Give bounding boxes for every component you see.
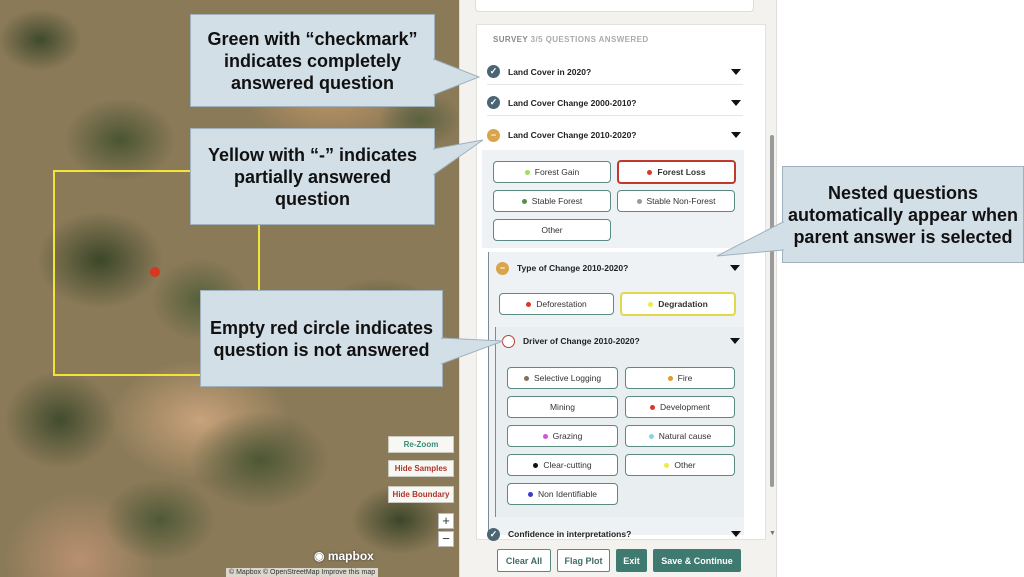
- option-label: Mining: [549, 402, 576, 412]
- check-icon: ✓: [487, 528, 500, 541]
- yellow-dot-icon: [664, 463, 669, 468]
- hide-samples-button[interactable]: Hide Samples: [388, 460, 454, 477]
- option-deforestation[interactable]: [499, 293, 614, 315]
- exit-button[interactable]: Exit: [616, 549, 647, 572]
- question-land-cover-change-2000-2010[interactable]: [487, 90, 743, 116]
- save-continue-button[interactable]: Save & Continue: [653, 549, 741, 572]
- option-label: Stable Non-Forest: [646, 196, 716, 206]
- zoom-in-button[interactable]: +: [438, 513, 454, 529]
- orange-dot-icon: [668, 376, 673, 381]
- lightblue-dot-icon: [649, 434, 654, 439]
- option-clear-cutting[interactable]: [507, 454, 618, 476]
- chevron-down-icon[interactable]: [730, 338, 740, 344]
- question-land-cover-change-2010-2020[interactable]: [487, 122, 743, 148]
- mapbox-logo: ◉ mapbox: [314, 549, 374, 563]
- option-label: Other: [541, 225, 563, 235]
- callout-pointer: [715, 218, 785, 260]
- sample-point[interactable]: [150, 267, 160, 277]
- blue-dot-icon: [528, 492, 533, 497]
- option-label: Development: [659, 402, 711, 412]
- option-development[interactable]: [625, 396, 735, 418]
- callout-red-status: Empty red circle indicates question is not answered: [200, 290, 443, 387]
- green-dot-icon: [522, 199, 527, 204]
- callout-pointer: [433, 135, 488, 180]
- option-label: Fire: [677, 373, 693, 383]
- question-type-of-change[interactable]: [496, 255, 742, 281]
- chevron-down-icon[interactable]: [731, 531, 741, 537]
- option-label: Natural cause: [658, 431, 712, 441]
- purple-dot-icon: [543, 434, 548, 439]
- chevron-down-icon[interactable]: [730, 265, 740, 271]
- option-label: Other: [674, 460, 696, 470]
- yellow-dot-icon: [648, 302, 653, 307]
- brown-dot-icon: [524, 376, 529, 381]
- survey-scrollbar[interactable]: [770, 135, 774, 487]
- hide-boundary-button[interactable]: Hide Boundary: [388, 486, 454, 503]
- option-grazing[interactable]: [507, 425, 618, 447]
- option-non-identifiable[interactable]: [507, 483, 618, 505]
- zoom-out-button[interactable]: −: [438, 531, 454, 547]
- option-label: Degradation: [658, 299, 708, 309]
- option-mining[interactable]: [507, 396, 618, 418]
- question-driver-of-change[interactable]: [502, 328, 742, 354]
- option-fire[interactable]: [625, 367, 735, 389]
- green-dot-icon: [525, 170, 530, 175]
- question-label: Type of Change 2010-2020?: [517, 263, 629, 273]
- callout-green-status: Green with “checkmark” indicates completely answered question: [190, 14, 435, 107]
- option-label: Clear-cutting: [543, 460, 592, 470]
- option-label: Forest Gain: [534, 167, 580, 177]
- option-label: Non Identifiable: [537, 489, 598, 499]
- question-label: Land Cover Change 2000-2010?: [508, 97, 637, 108]
- option-other[interactable]: [493, 219, 611, 241]
- option-forest-loss[interactable]: [617, 160, 736, 184]
- gray-dot-icon: [637, 199, 642, 204]
- survey-progress: 3/5 QUESTIONS ANSWERED: [530, 35, 649, 44]
- question-land-cover-2020[interactable]: [487, 59, 743, 85]
- option-degradation[interactable]: [620, 292, 736, 316]
- question-label: Driver of Change 2010-2020?: [523, 336, 640, 346]
- option-label: Selective Logging: [533, 373, 602, 383]
- question-label: Land Cover Change 2010-2020?: [508, 130, 637, 140]
- red-dot-icon: [650, 405, 655, 410]
- survey-header: [493, 35, 649, 44]
- chevron-down-icon[interactable]: [731, 100, 741, 106]
- option-forest-gain[interactable]: [493, 161, 611, 183]
- clear-all-button[interactable]: Clear All: [497, 549, 551, 572]
- black-dot-icon: [533, 463, 538, 468]
- red-dot-icon: [647, 170, 652, 175]
- red-dot-icon: [526, 302, 531, 307]
- question-confidence[interactable]: [487, 521, 743, 547]
- flag-plot-button[interactable]: Flag Plot: [557, 549, 610, 572]
- rezoom-button[interactable]: Re-Zoom: [388, 436, 454, 453]
- mapbox-logo-text: mapbox: [327, 549, 374, 563]
- check-icon: ✓: [487, 65, 500, 78]
- question-label: Confidence in interpretations?: [508, 529, 632, 539]
- option-natural-cause[interactable]: [625, 425, 735, 447]
- option-label: Stable Forest: [531, 196, 583, 206]
- question-label: Land Cover in 2020?: [508, 66, 592, 77]
- minus-icon: −: [496, 262, 509, 275]
- chevron-down-icon[interactable]: [731, 69, 741, 75]
- nest-indicator: [488, 252, 489, 535]
- callout-pointer: [441, 336, 506, 371]
- option-label: Grazing: [552, 431, 583, 441]
- option-label: Forest Loss: [657, 167, 706, 177]
- check-icon: ✓: [487, 96, 500, 109]
- callout-nested-questions: Nested questions automatically appear when parent answer is selected: [782, 166, 1024, 263]
- survey-title: SURVEY: [493, 35, 529, 44]
- collapsed-card: [475, 0, 754, 12]
- option-stable-non-forest[interactable]: [617, 190, 735, 212]
- option-label: Deforestation: [536, 299, 587, 309]
- scroll-down-icon[interactable]: ▼: [769, 530, 776, 537]
- option-selective-logging[interactable]: [507, 367, 618, 389]
- option-other-driver[interactable]: [625, 454, 735, 476]
- minus-icon: −: [487, 129, 500, 142]
- callout-pointer: [433, 55, 483, 100]
- chevron-down-icon[interactable]: [731, 132, 741, 138]
- option-stable-forest[interactable]: [493, 190, 611, 212]
- callout-yellow-status: Yellow with “-” indicates partially answered question: [190, 128, 435, 225]
- map-attribution[interactable]: © Mapbox © OpenStreetMap Improve this map: [226, 568, 378, 577]
